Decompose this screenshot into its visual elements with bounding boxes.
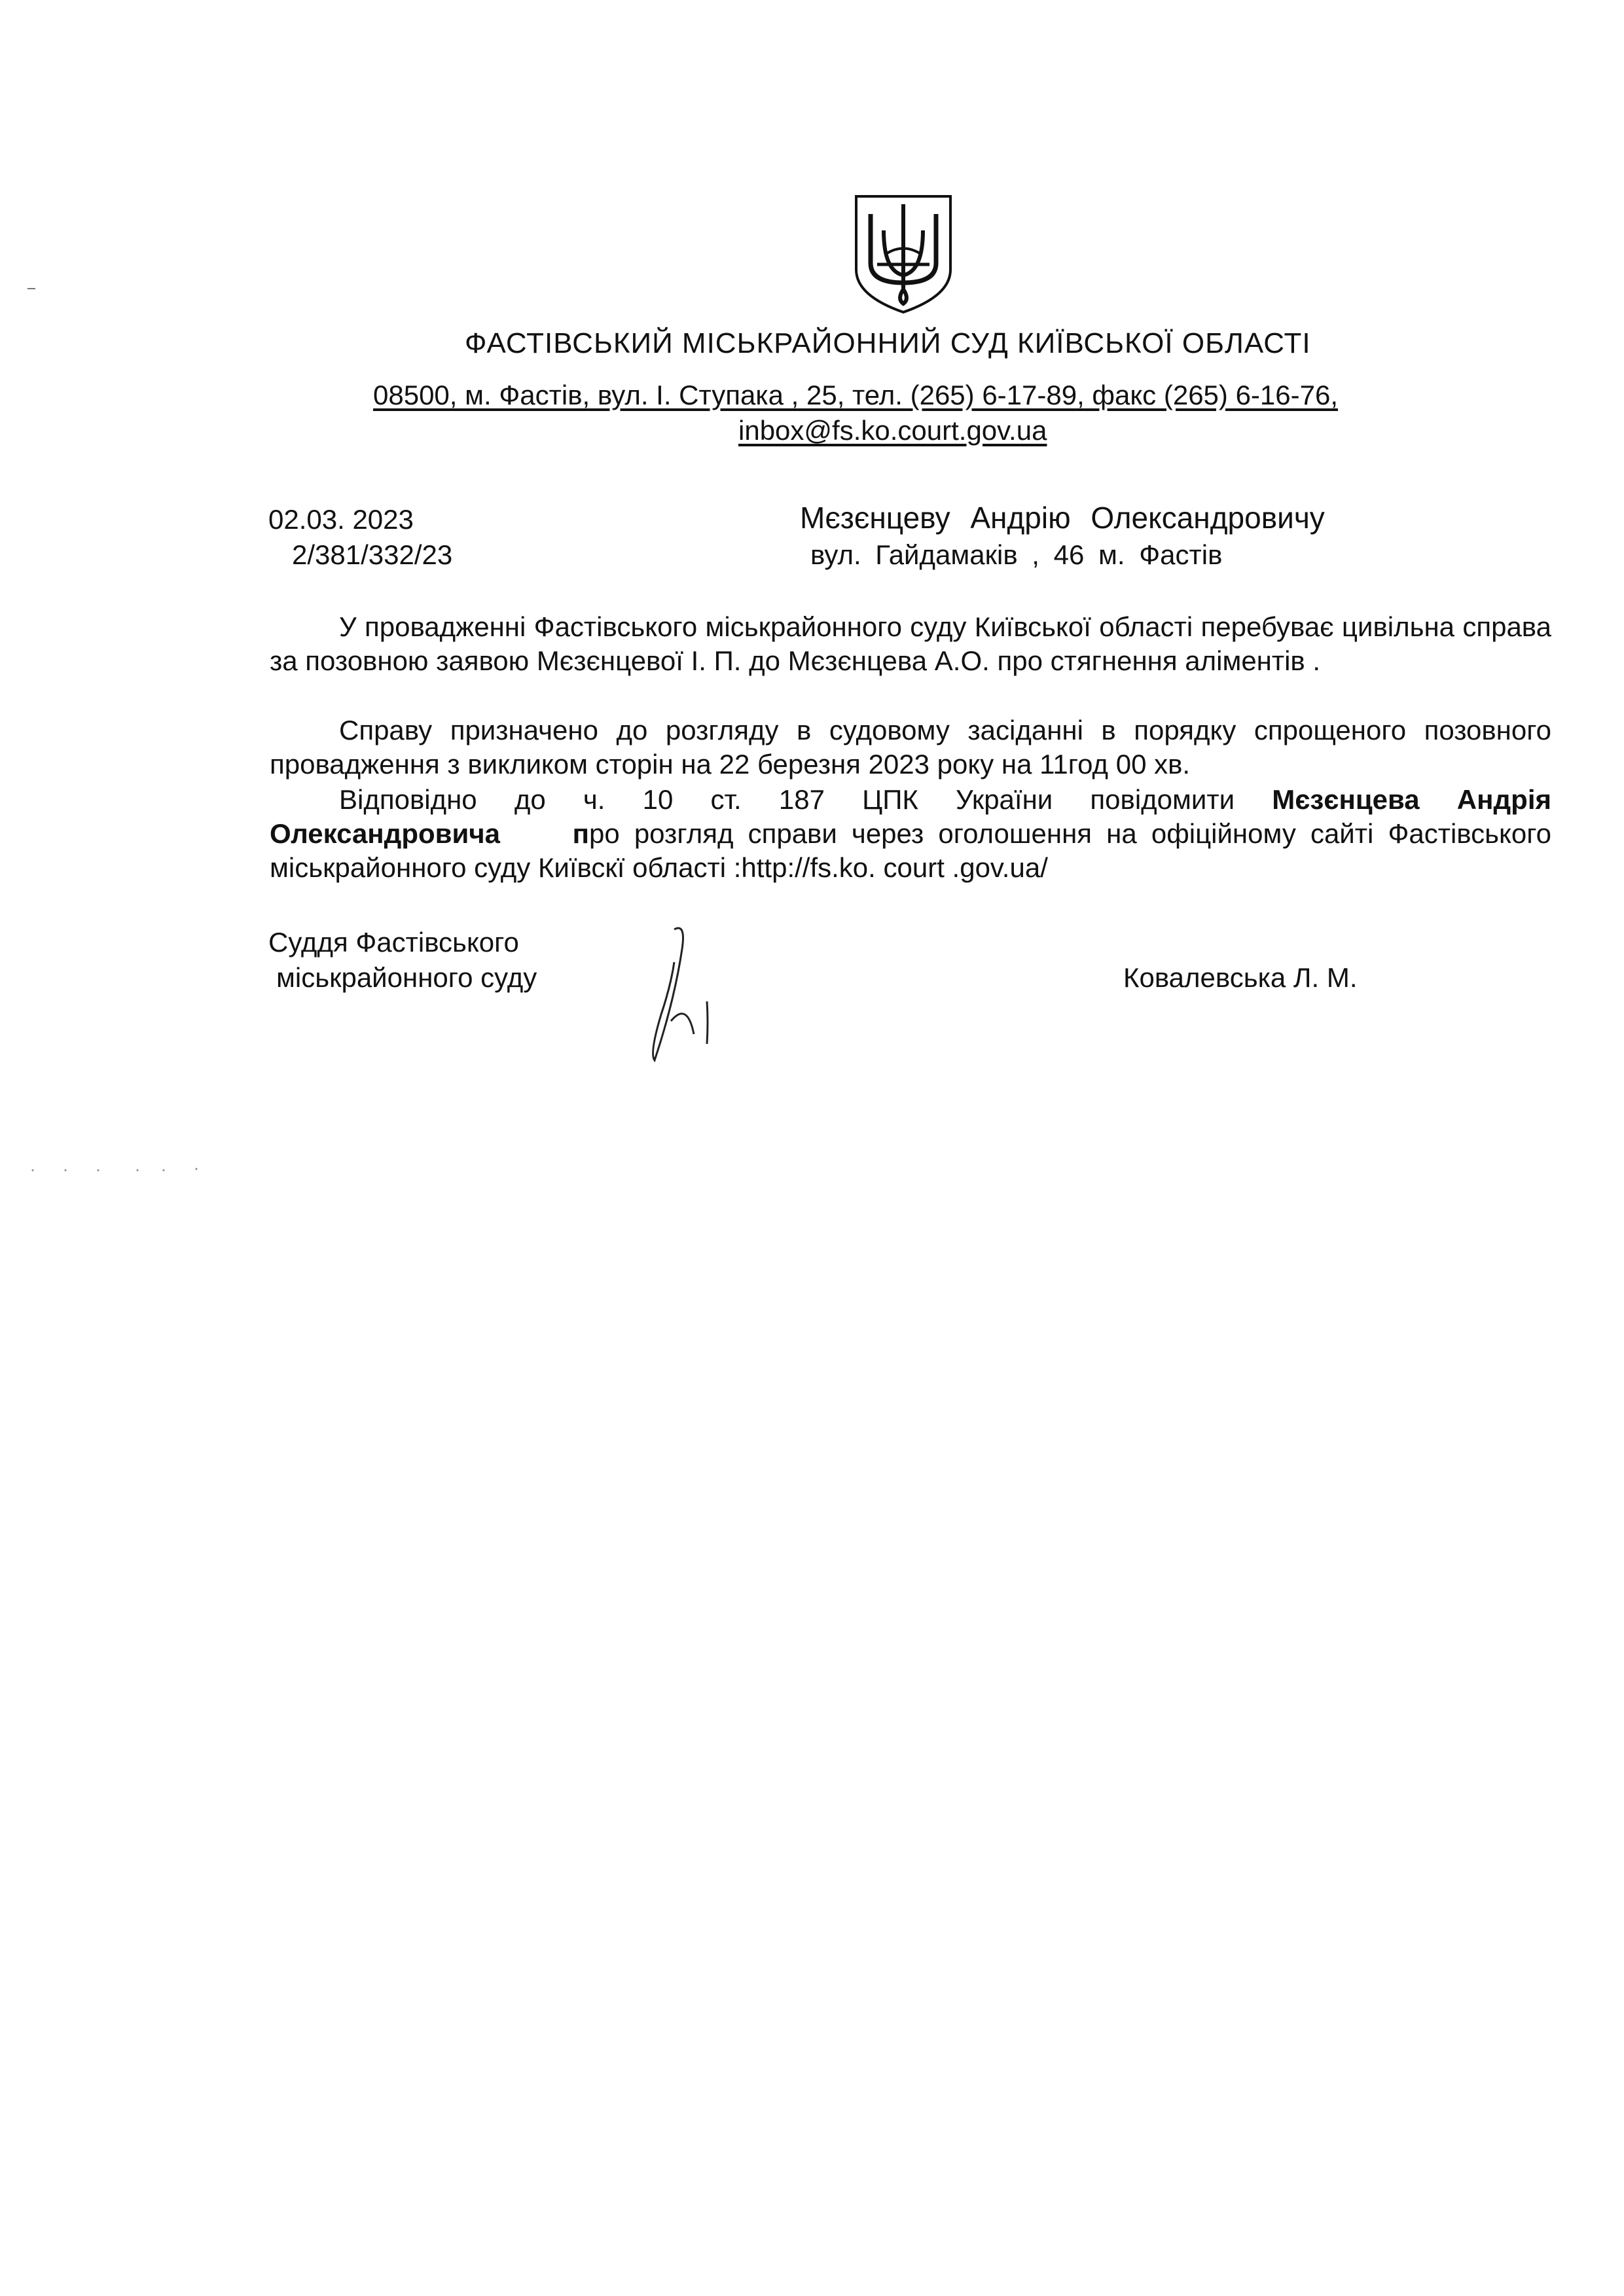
defendant-name-bold: Мєзєнцева Андрія Олександровича [270,784,1551,849]
body-paragraph-2: Справу призначено до розгляду в судовому засіданні в порядку спрощеного позовного провадження з викликом сторін на 22 березня 2023 року на 11год 00 хв. [270,715,1551,780]
paragraph-3-text-end: ро розгляд справи через оголошення на офіційному сайті Фастівського міськрайонного суду Київскї області :http://fs.ko. court .gov.ua/ [270,818,1551,883]
bold-letter: п [572,818,589,849]
judge-title-line-1: Суддя Фастівського [268,927,519,958]
body-paragraph-1: У провадженні Фастівського міськрайонного суду Київської області перебуває цивільна справа за позовною заявою Мєзєнцевої І. П. до Мєзєнцева А.О. про стягнення аліментів . [270,611,1551,676]
scan-artifact [26,1164,209,1177]
body-paragraph-3 [270,783,1551,885]
judge-title-line-2: міськрайонного суду [276,962,537,993]
judge-name: Ковалевська Л. М. [1123,962,1358,993]
letter-date: 02.03. 2023 [268,504,414,535]
recipient-address: вул. Гайдамаків , 46 м. Фастів [810,539,1223,570]
case-number: 2/381/332/23 [292,539,453,570]
paragraph-3-text-start: Відповідно до ч. 10 ст. 187 ЦПК України повідомити [339,784,1272,815]
trident-coat-of-arms-icon [851,191,956,315]
scan-artifact [26,285,39,292]
court-name: ФАСТІВСЬКИЙ МІСЬКРАЙОННИЙ СУД КИЇВСЬКОЇ ОБЛАСТІ [465,327,1311,359]
handwritten-signature-icon [635,923,733,1067]
court-email: inbox@fs.ko.court.gov.ua [738,415,1047,446]
court-address: 08500, м. Фастів, вул. І. Ступака , 25, тел. (265) 6-17-89, факс (265) 6-16-76, [373,380,1338,410]
recipient-name: Мєзєнцеву Андрію Олександровичу [800,501,1325,535]
